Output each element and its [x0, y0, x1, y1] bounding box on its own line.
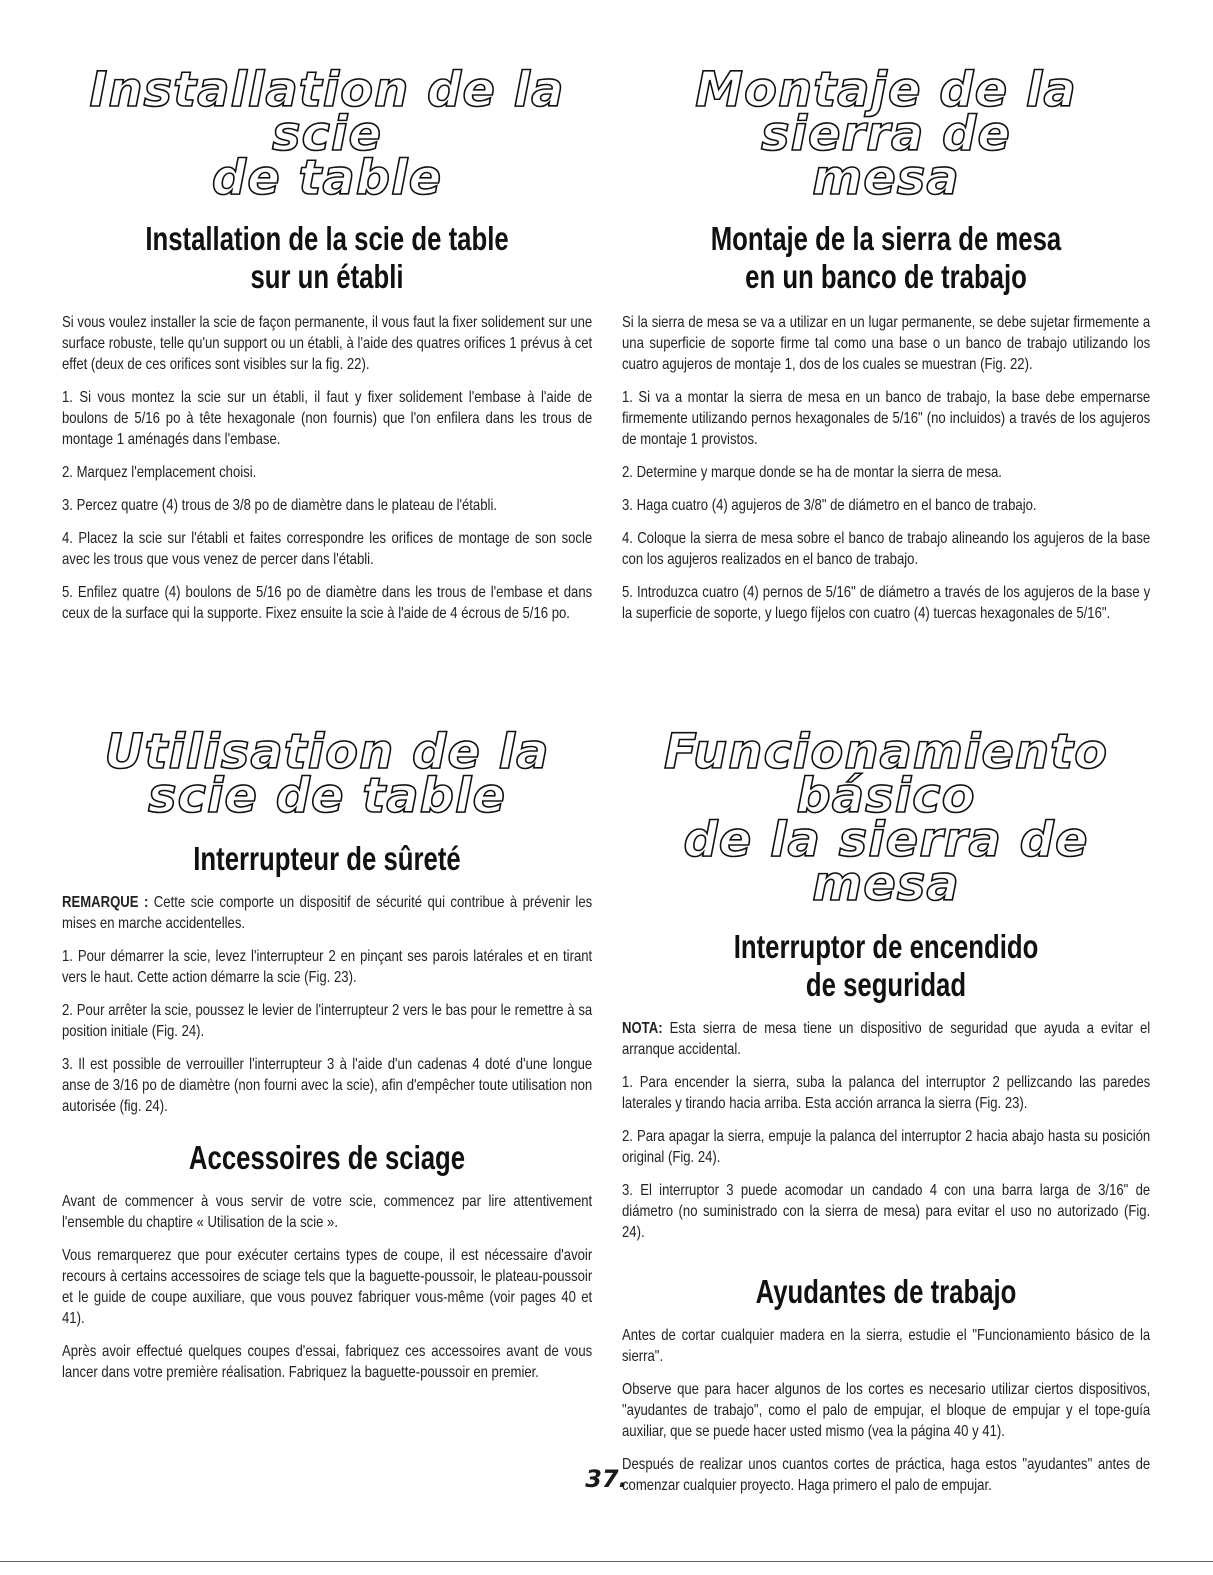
paragraph: 4. Coloque la sierra de mesa sobre el banco de trabajo alineando los agujeros de la base con los agujeros realizados en el banco de trabajo.	[622, 530, 1151, 568]
note-text: Esta sierra de mesa tiene un dispositivo de seguridad que ayuda a evitar el arranque accidental.	[622, 1020, 1151, 1058]
subsection-title: Accessoires de sciage	[188, 1139, 466, 1176]
section-title	[62, 724, 592, 824]
paragraph: 2. Para apagar la sierra, empuje la palanca del interruptor 2 hacia abajo hasta su posición original (Fig. 24).	[622, 1128, 1151, 1166]
subtitle-line: Installation de la scie de table	[145, 220, 509, 257]
paragraph: 2. Pour arrêter la scie, poussez le levier de l'interrupteur 2 vers le bas pour le remettre à sa position initiale (Fig. 24).	[62, 1002, 593, 1040]
paragraph: Observe que para hacer algunos de los cortes es necesario utilizar ciertos dispositivos, "ayudantes de trabajo", como el palo de empujar, el bloque de empujar y el tope-guía auxiliar, que se puede hacer usted mismo (vea la página 40 y 41).	[622, 1381, 1151, 1440]
paragraph: 1. Pour démarrer la scie, levez l'interrupteur 2 en pinçant ses parois latérales et en tirant vers le haut. Cette action démarre la scie (Fig. 23).	[62, 948, 593, 986]
title-line: scie de table	[147, 768, 507, 824]
subtitle-line: Montaje de la sierra de mesa	[710, 220, 1062, 257]
paragraph: Vous remarquerez que pour exécuter certains types de coupe, il est nécessaire d'avoir recours à certains accessoires de sciage tels que la baguette-poussoir, le plateau-poussoir et le guide de coupe auxiliare, que vous pouvez fabriquer vous-même (voir pages 40 et 41).	[62, 1247, 593, 1327]
subtitle-line: en un banco de trabajo	[745, 258, 1027, 295]
paragraph: 3. Haga cuatro (4) agujeros de 3/8" de diámetro en el banco de trabajo.	[622, 497, 1037, 514]
paragraph: Después de realizar unos cuantos cortes de práctica, haga estos "ayudantes" antes de comenzar cualquier proyecto. Haga primero el palo de empujar.	[622, 1456, 1151, 1494]
note-paragraph	[62, 892, 592, 934]
paragraph: 1. Para encender la sierra, suba la palanca del interruptor 2 pellizcando las paredes laterales y tirando hacia arriba. Esta acción arranca la sierra (Fig. 23).	[622, 1074, 1151, 1112]
paragraph: 3. Percez quatre (4) trous de 3/8 po de diamètre dans le plateau de l'établi.	[62, 497, 498, 514]
spanish-operation-section	[622, 724, 1151, 1508]
section-body	[62, 1191, 592, 1383]
french-mounting-section	[62, 62, 593, 636]
page-number: 37.	[585, 1465, 628, 1493]
paragraph: Avant de commencer à vous servir de votre scie, commencez par lire attentivement l'ensemble du chaptire « Utilisation de la scie ».	[62, 1193, 593, 1231]
title-line: mesa	[812, 150, 960, 206]
title-line: Installation de la scie	[89, 62, 565, 162]
subsection-title	[120, 220, 533, 296]
subsection-title: Ayudantes de trabajo	[755, 1273, 1017, 1310]
title-line: Funcionamiento básico	[663, 724, 1109, 824]
paragraph: Antes de cortar cualquier madera en la sierra, estudie el "Funcionamiento básico de la sierra".	[622, 1327, 1151, 1365]
note-label: NOTA:	[622, 1020, 663, 1037]
title-line: de table	[211, 150, 443, 206]
paragraph: 5. Introduzca cuatro (4) pernos de 5/16" de diámetro a través de los agujeros de la base y la superficie de soporte, y luego fíjelos con cuatro (4) tuercas hexagonales de 5/16".	[622, 584, 1151, 622]
section-title	[622, 724, 1150, 912]
paragraph: Si la sierra de mesa se va a utilizar en un lugar permanente, se debe sujetar firmemente a una superficie de soporte firme tal como una base o un banco de trabajo utilizando los cuatro agujeros de montaje 1, dos de los cuales se muestran (Fig. 22).	[622, 314, 1151, 373]
subsection-title	[680, 928, 1092, 1004]
subtitle-line: sur un établi	[250, 258, 404, 295]
section-body	[62, 892, 592, 1117]
section-body	[622, 312, 1150, 624]
title-line: Utilisation de la	[104, 724, 550, 780]
paragraph: 3. Il est possible de verrouiller l'interrupteur 3 à l'aide d'un cadenas 4 doté d'une longue anse de 3/16 po de diamètre (non fourni avec la scie), afin d'empêcher toute utilisation non autorisée (fig. 24).	[62, 1056, 593, 1115]
paragraph: 1. Si vous montez la scie sur un établi, il faut y fixer solidement l'embase à l'aide de boulons de 5/16 po à tête hexagonale (non fournis) que l'on enfilera dans les trous de montage 1 aménagés dans l'embase.	[62, 389, 593, 448]
subsection-title	[680, 220, 1092, 296]
note-label: REMARQUE :	[62, 894, 149, 911]
bottom-rule	[0, 1561, 1213, 1562]
paragraph: 5. Enfilez quatre (4) boulons de 5/16 po de diamètre dans les trous de l'embase et dans ceux de la surface qui la supporte. Fixez ensuite la scie à l'aide de 4 écrous de 5/16 po.	[62, 584, 593, 622]
subtitle-line: de seguridad	[805, 966, 967, 1003]
title-line: Montaje de la sierra de	[695, 62, 1077, 162]
paragraph: Après avoir effectué quelques coupes d'essai, fabriquez ces accessoires avant de vous lancer dans votre première réalisation. Fabriquez la baguette-poussoir en premier.	[62, 1343, 593, 1381]
section-body	[622, 1018, 1150, 1243]
paragraph: 2. Marquez l'emplacement choisi.	[62, 464, 257, 481]
subtitle-line: Interruptor de encendido	[733, 928, 1039, 965]
subsection-title: Interrupteur de sûreté	[193, 840, 461, 877]
section-title	[62, 62, 592, 206]
note-text: Cette scie comporte un dispositif de sécurité qui contribue à prévenir les mises en marche accidentelles.	[62, 894, 593, 932]
paragraph: 2. Determine y marque donde se ha de montar la sierra de mesa.	[622, 464, 1002, 481]
paragraph: 3. El interruptor 3 puede acomodar un candado 4 con una barra larga de 3/16" de diámetro (no suministrado con la sierra de mesa) para evitar el uso no autorizado (Fig. 24).	[622, 1182, 1151, 1241]
paragraph: Si vous voulez installer la scie de façon permanente, il vous faut la fixer solidement sur une surface robuste, telle qu'un support ou un établi, à l'aide des quatres orifices 1 prévus à cet effet (deux de ces orifices sont visibles sur la fig. 22).	[62, 314, 593, 373]
note-paragraph	[622, 1018, 1150, 1060]
title-line: de la sierra de mesa	[683, 812, 1089, 912]
paragraph: 4. Placez la scie sur l'établi et faites correspondre les orifices de montage de son socle avec les trous que vous venez de percer dans l'établi.	[62, 530, 593, 568]
french-operation-section	[62, 724, 593, 1395]
section-body	[62, 312, 592, 624]
paragraph: 1. Si va a montar la sierra de mesa en un banco de trabajo, la base debe empernarse firmemente utilizando pernos hexagonales de 5/16" (no incluidos) a través de los agujeros de montaje 1 provistos.	[622, 389, 1151, 448]
section-title	[622, 62, 1150, 206]
spanish-mounting-section	[622, 62, 1151, 636]
